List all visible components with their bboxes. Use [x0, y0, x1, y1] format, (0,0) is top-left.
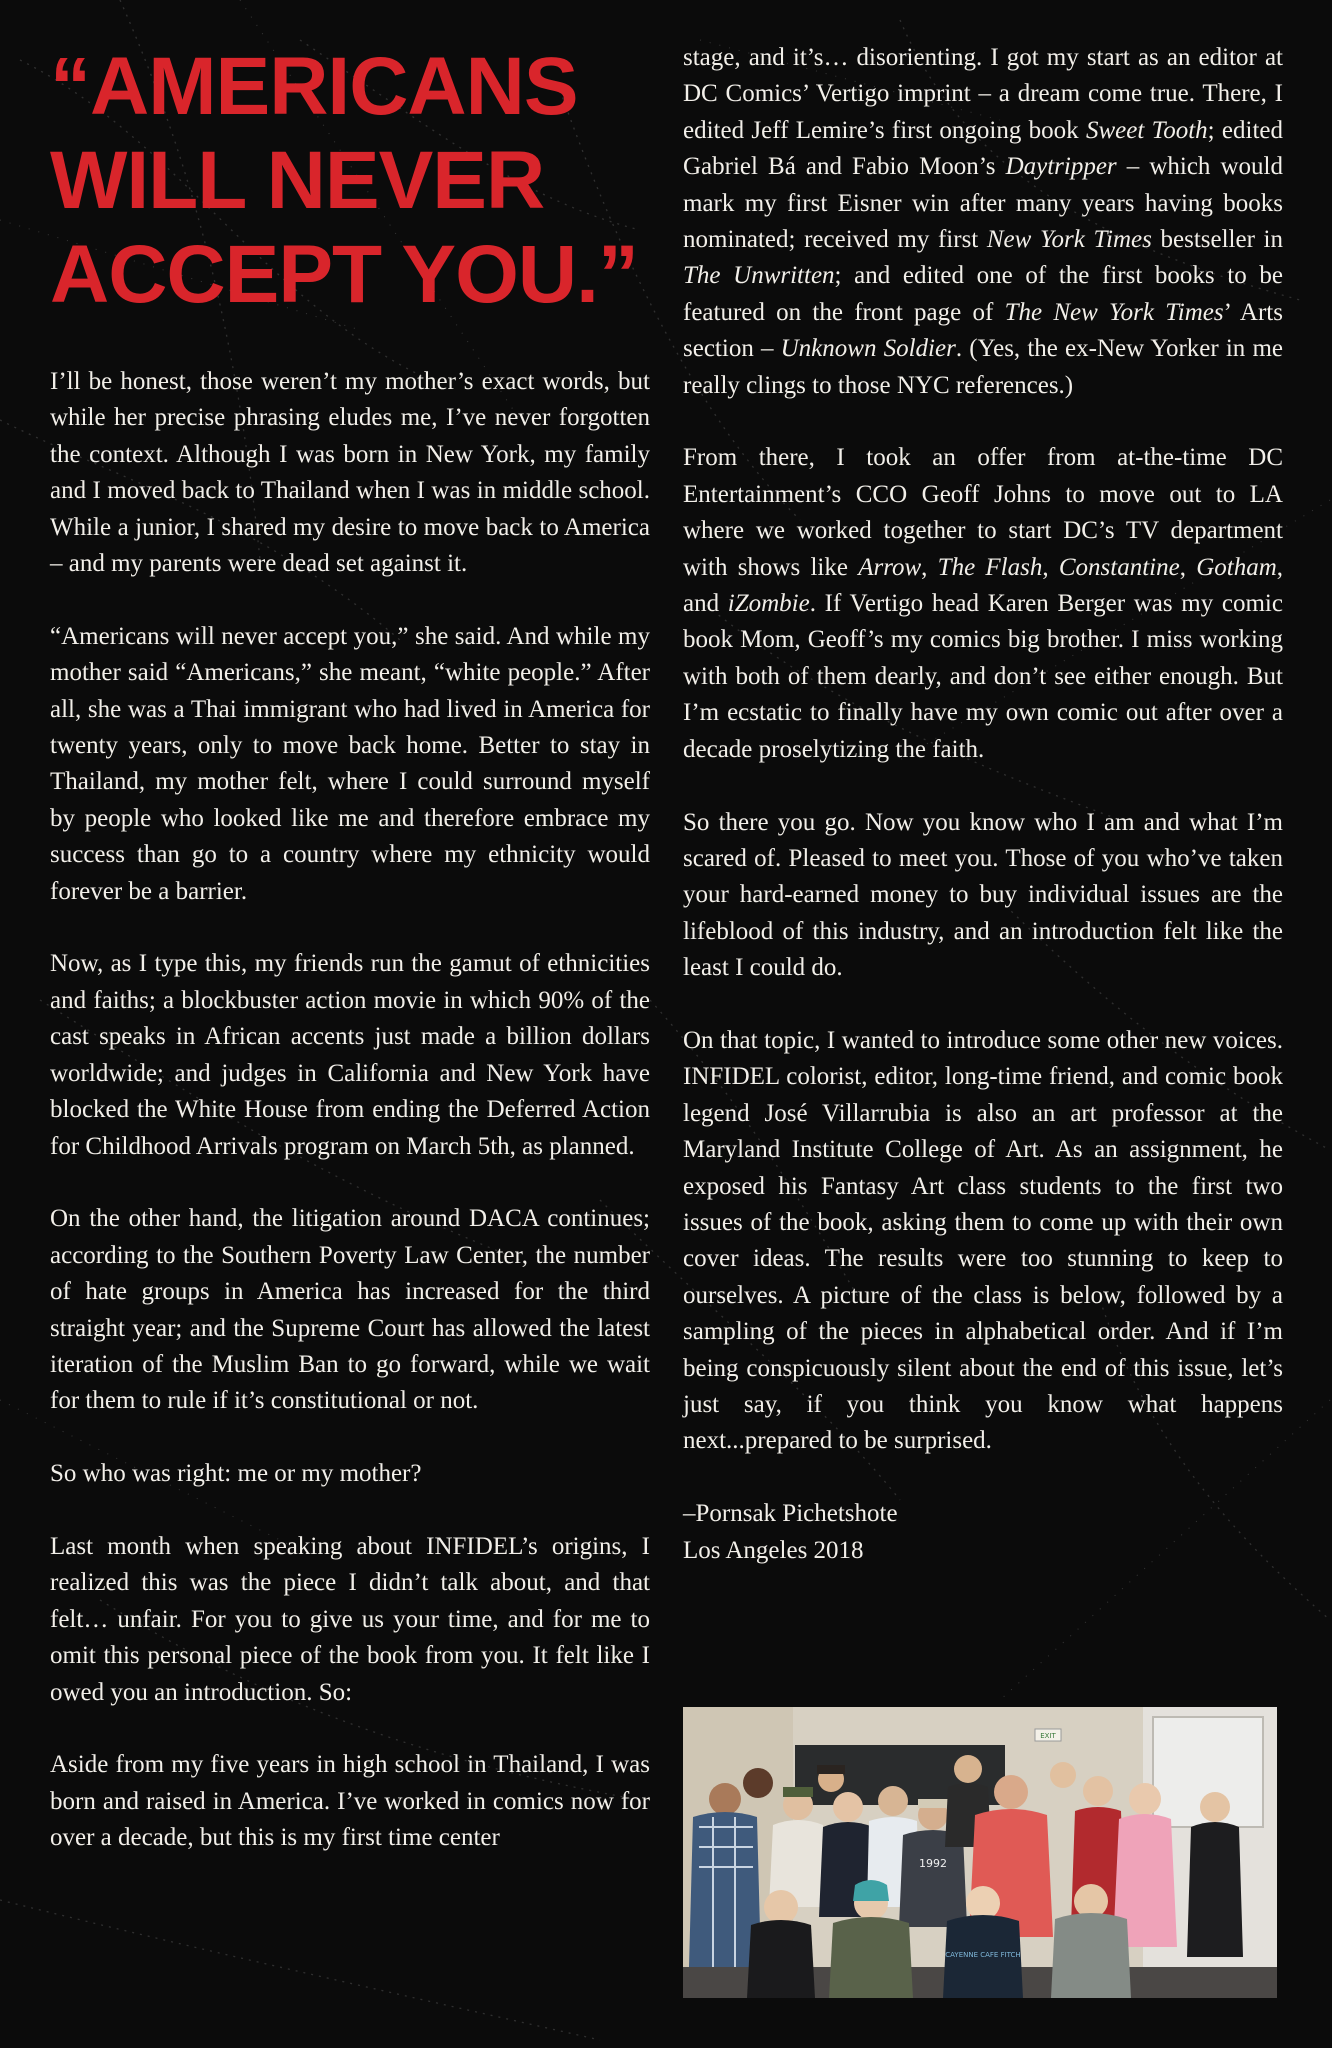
title-italic: Sweet Tooth [1085, 116, 1208, 144]
headline-line-2: WILL NEVER [50, 135, 545, 226]
title-italic: Daytripper [1005, 153, 1117, 181]
title-italic: Unknown Soldier [780, 335, 956, 363]
text-run: From there, I took an offer from at-the-time DC Entertainment’s CCO Geoff Johns to move out to LA where we worked together to start DC’s TV department with shows like [683, 444, 1283, 581]
paragraph: Aside from my five years in high school in Thailand, I was born and raised in America. I’ve worked in comics now for over a decade, but this is my first time center [50, 1751, 650, 1852]
title-italic: The New York Times [1004, 298, 1224, 326]
title-italic: iZombie [727, 590, 810, 618]
paragraph: Now, as I type this, my friends run the gamut of ethnicities and faiths; a blockbuster action movie in which 90% of the cast speaks in African accents just made a billion dollars worldwide; and judges in California and New York have blocked the White House from ending the Deferred Action for Childhood Arrivals program on March 5th, as planned. [50, 950, 650, 1160]
signature-place: Los Angeles 2018 [683, 1536, 864, 1564]
paragraph: On the other hand, the litigation around DACA continues; according to the Southern Poverty Law Center, the number of hate groups in America has increased for the third straight year; and the Supreme Court has allowed the latest iteration of the Muslim Ban to go forward, while we wait for them to rule if it’s constitutional or not. [50, 1205, 650, 1415]
title-italic: The Flash [937, 553, 1043, 581]
title-italic: New York Times [986, 226, 1152, 254]
text-run: , [921, 553, 938, 581]
shirt-text-cafe: CAYENNE CAFE FITCH [945, 1951, 1021, 1959]
headline-line-1: “AMERICANS [50, 41, 578, 132]
paragraph: So who was right: me or my mother? [50, 1460, 422, 1488]
text-run: bestseller in [1151, 226, 1283, 254]
class-photo [683, 1707, 1277, 1998]
paragraph: On that topic, I wanted to introduce some other new voices. INFIDEL colorist, editor, long-time friend, and comic book legend José Villarrubia is also an art professor at the Maryland Institute College of Art. As an assignment, he exposed his Fantasy Art class students to the first two issues of the book, asking them to come up with their own cover ideas. The results were too stunning to keep to ourselves. A picture of the class is below, followed by a sampling of the pieces in alphabetical order. And if I’m being conspicuously silent about the end of this issue, let’s just say, if you think you know what happens next...prepared to be surprised. [683, 1026, 1283, 1455]
title-italic: The Unwritten [683, 262, 835, 290]
paragraph: “Americans will never accept you,” she said. And while my mother said “Americans,” she meant, “white people.” After all, she was a Thai immigrant who had lived in America for twenty years, only to move back home. Better to stay in Thailand, my mother felt, where I could surround myself by people who looked like me and therefore embrace my success than go to a country where my ethnicity would forever be a barrier. [50, 622, 650, 905]
shirt-text-1992: 1992 [919, 1857, 947, 1870]
text-run: . If Vertigo head Karen Berger was my comic book Mom, Geoff’s my comics big brother. I miss working with both of them dearly, and don’t see either enough. But I’m ecstatic to finally have my own comic out after over a decade proselytizing the faith. [683, 590, 1283, 763]
paragraph [683, 440, 1283, 768]
right-column [683, 40, 1283, 1569]
title-italic: Constantine [1058, 553, 1180, 581]
exit-sign-text: EXIT [1040, 1732, 1056, 1740]
text-run: stage, and it’s… disorienting. I got my start as an editor at DC Comics’ Vertigo imprint – a dream come true. There, I edited Jeff Lemire’s first ongoing book [683, 44, 1283, 144]
text-run: – which would mark my first Eisner win after many years having books nominated; received my first [683, 153, 1283, 254]
text-run: ; and edited one of the first books to be featured on the front page of [683, 262, 1283, 326]
text-run: , [1042, 553, 1059, 581]
paragraph: So there you go. Now you know who I am and what I’m scared of. Pleased to meet you. Those of you who’ve taken your hard-earned money to buy individual issues are the lifeblood of this industry, and an introduction felt like the least I could do. [683, 808, 1283, 982]
text-run: ; edited Gabriel Bá and Fabio Moon’s [683, 116, 1283, 181]
paragraph: I’ll be honest, those weren’t my mother’s exact words, but while her precise phrasing eludes me, I’ve never forgotten the context. Although I was born in New York, my family and I moved back to Thailand when I was in middle school. While a junior, I shared my desire to move back to America – and my parents were dead set against it. [50, 368, 650, 578]
text-run: , and [683, 553, 1284, 618]
text-run: ’ Arts section – [683, 298, 1283, 363]
signature-name: –Pornsak Pichetshote [683, 1500, 898, 1528]
text-run: . (Yes, the ex-New Yorker in me really clings to those NYC references.) [683, 335, 1283, 399]
paragraph: Last month when speaking about INFIDEL’s origins, I realized this was the piece I didn’t talk about, and that felt… unfair. For you to give us your time, and for me to omit this personal piece of the book from you. It felt like I owed you an introduction. So: [50, 1532, 650, 1706]
title-italic: Arrow [858, 553, 922, 581]
headline-line-3: ACCEPT YOU.” [50, 229, 638, 320]
left-column [50, 40, 650, 1857]
title-italic: Gotham [1196, 553, 1277, 581]
text-run: , [1179, 553, 1197, 581]
paragraph [683, 40, 1283, 404]
headline [50, 40, 650, 322]
